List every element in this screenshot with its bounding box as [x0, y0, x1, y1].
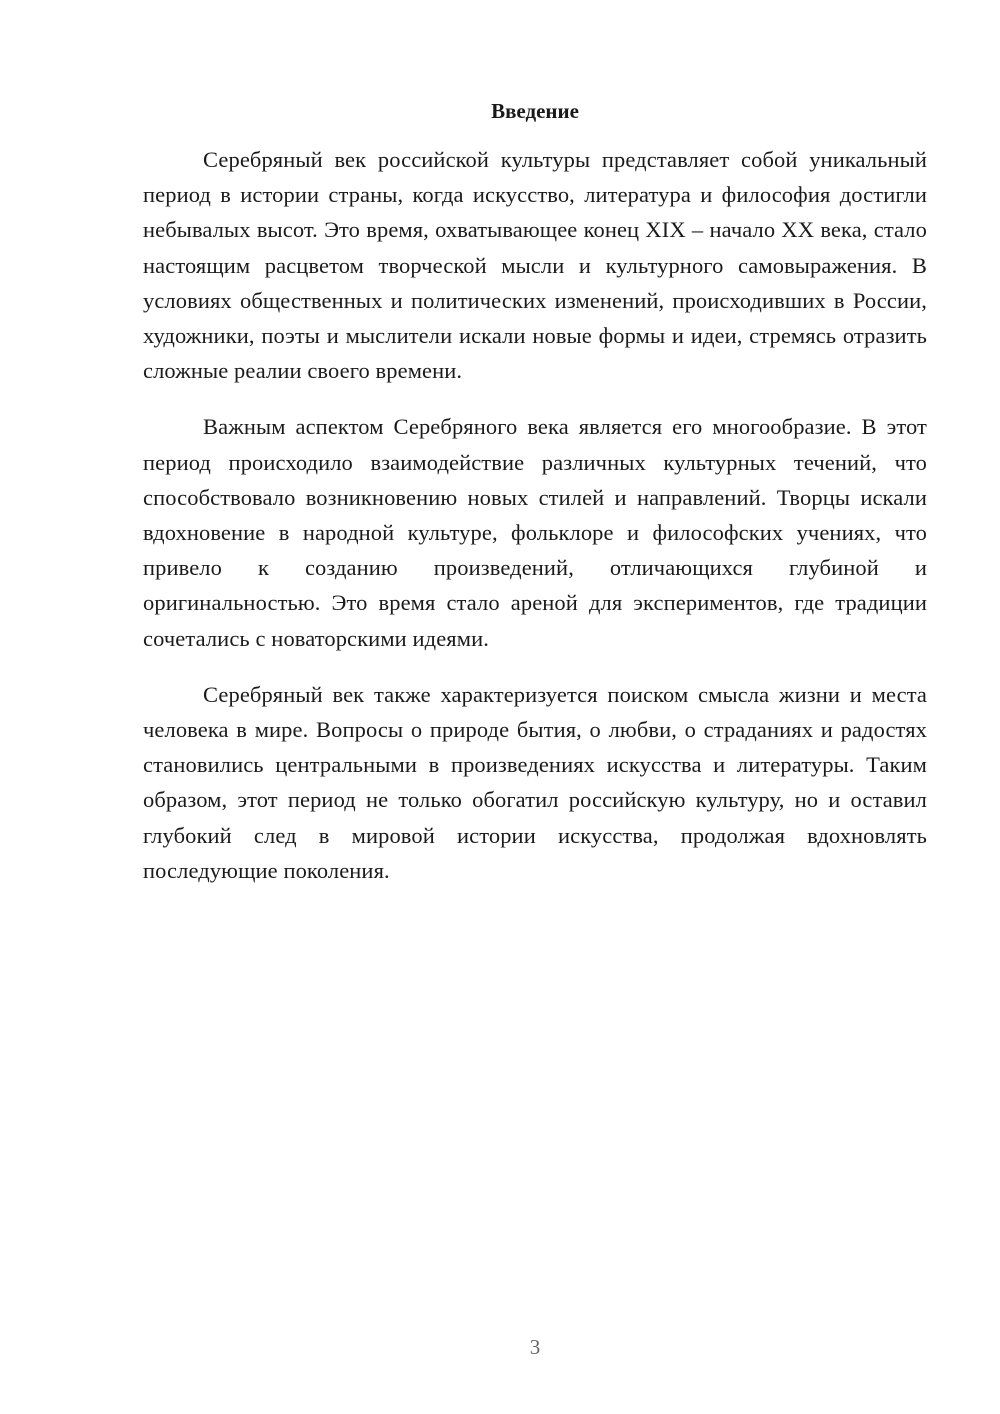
paragraph-1: Серебряный век российской культуры представляет собой уникальный период в истории страны, когда искусство, литература и философия достигли небывалых высот. Это время, охватывающее конец XIX – начало XX века, стало настоящим расцветом творческой мысли и культурного самовыражения. В условиях общественных и политических изменений, происходивших в России, художники, поэты и мыслители искали новые формы и идеи, стремясь отразить сложные реалии своего времени.	[143, 147, 927, 384]
paragraph-2: Важным аспектом Серебряного века является его многообразие. В этот период происходило взаимодействие различных культурных течений, что способствовало возникновению новых стилей и направлений. Творцы искали вдохновение в народной культуре, фольклоре и философских учениях, что привело к созданию произведений, отличающихся глубиной и оригинальностью. Это время стало ареной для экспериментов, где традиции сочетались с новаторскими идеями.	[143, 414, 927, 651]
body-text	[143, 142, 927, 909]
section-title: Введение	[491, 99, 579, 123]
page-number: 3	[529, 1335, 541, 1359]
paragraph-3: Серебряный век также характеризуется поиском смысла жизни и места человека в мире. Вопросы о природе бытия, о любви, о страданиях и радостях становились центральными в произведениях искусства и литературы. Таким образом, этот период не только обогатил российскую культуру, но и оставил глубокий след в мировой истории искусства, продолжая вдохновлять последующие поколения.	[143, 681, 927, 883]
